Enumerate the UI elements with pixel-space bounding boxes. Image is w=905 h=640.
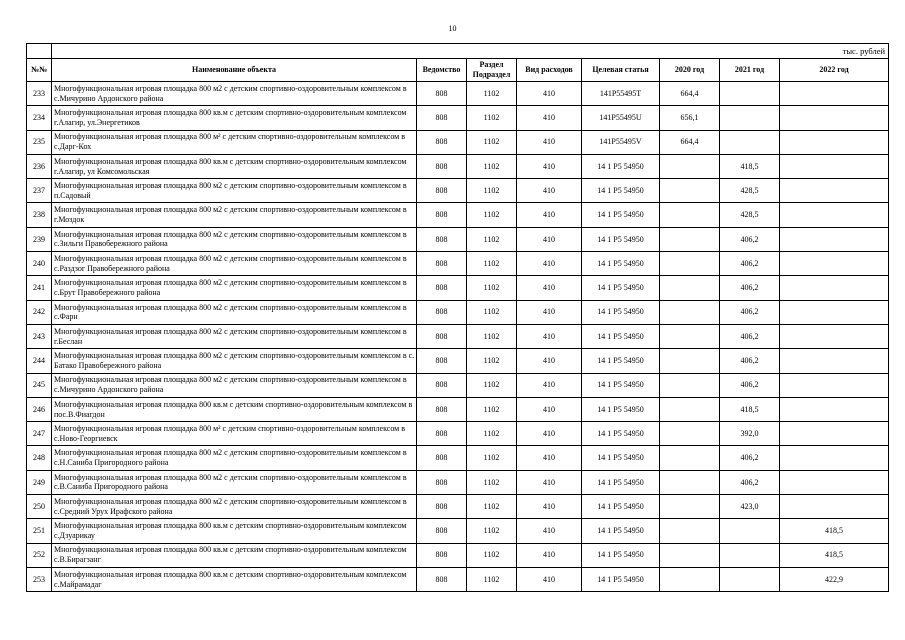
section-code: 1102 (467, 495, 517, 519)
amount-2021: 406,2 (720, 252, 780, 276)
dept-code: 808 (417, 446, 467, 470)
row-number: 249 (27, 470, 52, 494)
amount-2021: 406,2 (720, 373, 780, 397)
dept-code: 808 (417, 422, 467, 446)
target-item: 14 1 P5 54950 (582, 567, 660, 591)
target-item: 14 1 P5 54950 (582, 349, 660, 373)
amount-2021: 428,5 (720, 179, 780, 203)
object-name: Многофункциональная игровая площадка 800 м² с детским спортивно-оздоровительным комплексом в с.Дарг-Кох (52, 130, 417, 154)
row-number: 237 (27, 179, 52, 203)
row-number: 250 (27, 495, 52, 519)
row-number: 240 (27, 252, 52, 276)
object-name: Многофункциональная игровая площадка 800 м2 с детским спортивно-оздоровительным комплексом в с.Н.Саниба Пригородного района (52, 446, 417, 470)
expense-type: 410 (517, 373, 582, 397)
amount-2022: 418,5 (780, 543, 889, 567)
section-code: 1102 (467, 397, 517, 421)
table-row (27, 446, 889, 470)
amount-2021: 406,2 (720, 470, 780, 494)
amount-2020 (660, 495, 720, 519)
amount-2020 (660, 567, 720, 591)
expense-type: 410 (517, 300, 582, 324)
amount-2022 (780, 422, 889, 446)
table-body (27, 82, 889, 592)
dept-code: 808 (417, 252, 467, 276)
target-item: 14 1 P5 54950 (582, 543, 660, 567)
row-number: 236 (27, 154, 52, 178)
header-2021: 2021 год (720, 59, 780, 82)
header-expense-type: Вид расходов (517, 59, 582, 82)
expense-type: 410 (517, 519, 582, 543)
expense-type: 410 (517, 470, 582, 494)
expense-type: 410 (517, 495, 582, 519)
object-name: Многофункциональная игровая площадка 800 м2 с детским спортивно-оздоровительным комплексом в п.Садовый (52, 179, 417, 203)
amount-2020 (660, 324, 720, 348)
dept-code: 808 (417, 373, 467, 397)
amount-2020 (660, 252, 720, 276)
object-name: Многофункциональная игровая площадка 800 м2 с детским спортивно-оздоровительным комплексом в г.Беслан (52, 324, 417, 348)
budget-table (26, 43, 889, 592)
amount-2022: 418,5 (780, 519, 889, 543)
amount-2021: 392,0 (720, 422, 780, 446)
row-number: 251 (27, 519, 52, 543)
dept-code: 808 (417, 519, 467, 543)
target-item: 14 1 P5 54950 (582, 300, 660, 324)
amount-2022 (780, 324, 889, 348)
object-name: Многофункциональная игровая площадка 800 кв.м с детским спортивно-оздоровительным комплексом г.Алагир, ул Комсомольская (52, 154, 417, 178)
object-name: Многофункциональная игровая площадка 800 кв.м с детским спортивно-оздоровительным комплексом г.Алагир, ул.Энергетиков (52, 106, 417, 130)
expense-type: 410 (517, 324, 582, 348)
table-row (27, 300, 889, 324)
amount-2021: 406,2 (720, 276, 780, 300)
amount-2022 (780, 252, 889, 276)
target-item: 14 1 P5 54950 (582, 276, 660, 300)
amount-2021: 406,2 (720, 324, 780, 348)
table-row (27, 349, 889, 373)
amount-2022 (780, 154, 889, 178)
target-item: 14 1 P5 54950 (582, 179, 660, 203)
row-number: 245 (27, 373, 52, 397)
expense-type: 410 (517, 252, 582, 276)
amount-2021 (720, 543, 780, 567)
row-number: 248 (27, 446, 52, 470)
amount-2021: 406,2 (720, 446, 780, 470)
expense-type: 410 (517, 567, 582, 591)
object-name: Многофункциональная игровая площадка 800 кв.м с детским спортивно-оздоровительным комплексом с.Дзуарикау (52, 519, 417, 543)
amount-2022 (780, 397, 889, 421)
dept-code: 808 (417, 349, 467, 373)
amount-2022 (780, 106, 889, 130)
target-item: 14 1 P5 54950 (582, 324, 660, 348)
amount-2021 (720, 130, 780, 154)
table-row (27, 252, 889, 276)
target-item: 141P55495U (582, 106, 660, 130)
expense-type: 410 (517, 227, 582, 251)
dept-code: 808 (417, 300, 467, 324)
target-item: 141P55495T (582, 82, 660, 106)
object-name: Многофункциональная игровая площадка 800 м2 с детским спортивно-оздоровительным комплексом в с.Мичурино Ардонского района (52, 82, 417, 106)
amount-2020: 656,1 (660, 106, 720, 130)
expense-type: 410 (517, 82, 582, 106)
dept-code: 808 (417, 276, 467, 300)
amount-2022 (780, 300, 889, 324)
dept-code: 808 (417, 324, 467, 348)
target-item: 14 1 P5 54950 (582, 519, 660, 543)
row-number: 253 (27, 567, 52, 591)
amount-2020: 664,4 (660, 130, 720, 154)
table-row (27, 519, 889, 543)
row-number: 235 (27, 130, 52, 154)
row-number: 244 (27, 349, 52, 373)
amount-2022 (780, 276, 889, 300)
dept-code: 808 (417, 82, 467, 106)
amount-2020 (660, 179, 720, 203)
target-item: 141P55495V (582, 130, 660, 154)
section-code: 1102 (467, 300, 517, 324)
section-code: 1102 (467, 373, 517, 397)
section-code: 1102 (467, 567, 517, 591)
row-number: 246 (27, 397, 52, 421)
amount-2021: 418,5 (720, 154, 780, 178)
target-item: 14 1 P5 54950 (582, 154, 660, 178)
dept-code: 808 (417, 203, 467, 227)
dept-code: 808 (417, 543, 467, 567)
header-name: Наименование объекта (52, 59, 417, 82)
object-name: Многофункциональная игровая площадка 800 м2 с детским спортивно-оздоровительным комплексом в с.Брут Правобережного района (52, 276, 417, 300)
target-item: 14 1 P5 54950 (582, 203, 660, 227)
amount-2022 (780, 203, 889, 227)
object-name: Многофункциональная игровая площадка 800 кв.м с детским спортивно-оздоровительным комплексом с.В.Бирагзанг (52, 543, 417, 567)
target-item: 14 1 P5 54950 (582, 470, 660, 494)
dept-code: 808 (417, 470, 467, 494)
target-item: 14 1 P5 54950 (582, 446, 660, 470)
object-name: Многофункциональная игровая площадка 800 м2 с детским спортивно-оздоровительным комплексом в г.Моздок (52, 203, 417, 227)
row-number: 243 (27, 324, 52, 348)
section-code: 1102 (467, 349, 517, 373)
table-row (27, 154, 889, 178)
table-row (27, 422, 889, 446)
dept-code: 808 (417, 154, 467, 178)
header-2020: 2020 год (660, 59, 720, 82)
expense-type: 410 (517, 446, 582, 470)
dept-code: 808 (417, 567, 467, 591)
amount-2020 (660, 519, 720, 543)
amount-2022 (780, 446, 889, 470)
dept-code: 808 (417, 130, 467, 154)
target-item: 14 1 P5 54950 (582, 495, 660, 519)
expense-type: 410 (517, 397, 582, 421)
table-row (27, 397, 889, 421)
amount-2022 (780, 349, 889, 373)
table-row (27, 324, 889, 348)
section-code: 1102 (467, 252, 517, 276)
amount-2020 (660, 154, 720, 178)
section-code: 1102 (467, 519, 517, 543)
table-row (27, 495, 889, 519)
object-name: Многофункциональная игровая площадка 800 м2 с детским спортивно-оздоровительным комплексом в с.Средний Урух Ирафского района (52, 495, 417, 519)
table-row (27, 227, 889, 251)
table-row (27, 373, 889, 397)
expense-type: 410 (517, 154, 582, 178)
expense-type: 410 (517, 422, 582, 446)
amount-2021: 418,5 (720, 397, 780, 421)
section-code: 1102 (467, 130, 517, 154)
header-2022: 2022 год (780, 59, 889, 82)
amount-2020 (660, 300, 720, 324)
dept-code: 808 (417, 227, 467, 251)
row-number: 241 (27, 276, 52, 300)
section-code: 1102 (467, 82, 517, 106)
section-code: 1102 (467, 446, 517, 470)
amount-2022 (780, 495, 889, 519)
object-name: Многофункциональная игровая площадка 800 м2 с детским спортивно-оздоровительным комплексом в с.В.Саниба Пригородного района (52, 470, 417, 494)
amount-2022 (780, 179, 889, 203)
object-name: Многофункциональная игровая площадка 800 м2 с детским спортивно-оздоровительным комплексом в с.Мичурино Ардонского района (52, 373, 417, 397)
page-number: 10 (448, 24, 457, 33)
dept-code: 808 (417, 495, 467, 519)
dept-code: 808 (417, 106, 467, 130)
header-dept: Ведомство (417, 59, 467, 82)
amount-2022 (780, 82, 889, 106)
section-code: 1102 (467, 154, 517, 178)
object-name: Многофункциональная игровая площадка 800 м2 с детским спортивно-оздоровительным комплексом в с.Раздзог Правобережного района (52, 252, 417, 276)
amount-2022 (780, 130, 889, 154)
header-target-item: Целевая статья (582, 59, 660, 82)
units-label: тыс. рублей (52, 44, 889, 59)
object-name: Многофункциональная игровая площадка 800 м2 с детским спортивно-оздоровительным комплексом в с.Фарн (52, 300, 417, 324)
object-name: Многофункциональная игровая площадка 800 м2 с детским спортивно-оздоровительным комплексом в с. Батако Правобережного района (52, 349, 417, 373)
row-number: 233 (27, 82, 52, 106)
target-item: 14 1 P5 54950 (582, 373, 660, 397)
expense-type: 410 (517, 106, 582, 130)
expense-type: 410 (517, 349, 582, 373)
amount-2022 (780, 373, 889, 397)
header-section: Раздел Подраздел (467, 59, 517, 82)
table-row (27, 179, 889, 203)
amount-2021: 423,0 (720, 495, 780, 519)
object-name: Многофункциональная игровая площадка 800 м² с детским спортивно-оздоровительным комплексом в с.Ново-Георгиевск (52, 422, 417, 446)
row-number: 247 (27, 422, 52, 446)
amount-2020 (660, 422, 720, 446)
row-number: 234 (27, 106, 52, 130)
dept-code: 808 (417, 397, 467, 421)
table-row (27, 130, 889, 154)
dept-code: 808 (417, 179, 467, 203)
expense-type: 410 (517, 130, 582, 154)
header-row (27, 59, 889, 82)
amount-2022: 422,9 (780, 567, 889, 591)
section-code: 1102 (467, 179, 517, 203)
section-code: 1102 (467, 543, 517, 567)
row-number: 239 (27, 227, 52, 251)
amount-2020 (660, 470, 720, 494)
amount-2021: 406,2 (720, 349, 780, 373)
section-code: 1102 (467, 203, 517, 227)
section-code: 1102 (467, 276, 517, 300)
expense-type: 410 (517, 179, 582, 203)
row-number: 242 (27, 300, 52, 324)
table-row (27, 470, 889, 494)
units-row (27, 44, 889, 59)
table-row (27, 543, 889, 567)
amount-2021 (720, 567, 780, 591)
table-row (27, 567, 889, 591)
amount-2020 (660, 227, 720, 251)
section-code: 1102 (467, 470, 517, 494)
expense-type: 410 (517, 276, 582, 300)
row-number: 238 (27, 203, 52, 227)
amount-2020 (660, 349, 720, 373)
object-name: Многофункциональная игровая площадка 800 м2 с детским спортивно-оздоровительным комплексом в с.Зильги Правобережного района (52, 227, 417, 251)
amount-2020 (660, 203, 720, 227)
row-number: 252 (27, 543, 52, 567)
units-empty-cell (27, 44, 52, 59)
target-item: 14 1 P5 54950 (582, 422, 660, 446)
target-item: 14 1 P5 54950 (582, 227, 660, 251)
object-name: Многофункциональная игровая площадка 800 кв.м с детским спортивно-оздоровительным комплексом с.Майрамадаг (52, 567, 417, 591)
expense-type: 410 (517, 543, 582, 567)
table-row (27, 106, 889, 130)
section-code: 1102 (467, 422, 517, 446)
amount-2020 (660, 543, 720, 567)
amount-2020 (660, 276, 720, 300)
section-code: 1102 (467, 106, 517, 130)
amount-2021: 428,5 (720, 203, 780, 227)
amount-2020: 664,4 (660, 82, 720, 106)
amount-2022 (780, 470, 889, 494)
amount-2021: 406,2 (720, 300, 780, 324)
amount-2021: 406,2 (720, 227, 780, 251)
amount-2020 (660, 373, 720, 397)
target-item: 14 1 P5 54950 (582, 252, 660, 276)
amount-2021 (720, 82, 780, 106)
section-code: 1102 (467, 324, 517, 348)
section-code: 1102 (467, 227, 517, 251)
object-name: Многофункциональная игровая площадка 800 кв.м с детским спортивно-оздоровительным комплексом в пос.В.Фиагдон (52, 397, 417, 421)
amount-2021 (720, 106, 780, 130)
table-row (27, 82, 889, 106)
target-item: 14 1 P5 54950 (582, 397, 660, 421)
expense-type: 410 (517, 203, 582, 227)
table-row (27, 276, 889, 300)
table-row (27, 203, 889, 227)
amount-2020 (660, 446, 720, 470)
amount-2021 (720, 519, 780, 543)
amount-2020 (660, 397, 720, 421)
header-num: №№ (27, 59, 52, 82)
amount-2022 (780, 227, 889, 251)
